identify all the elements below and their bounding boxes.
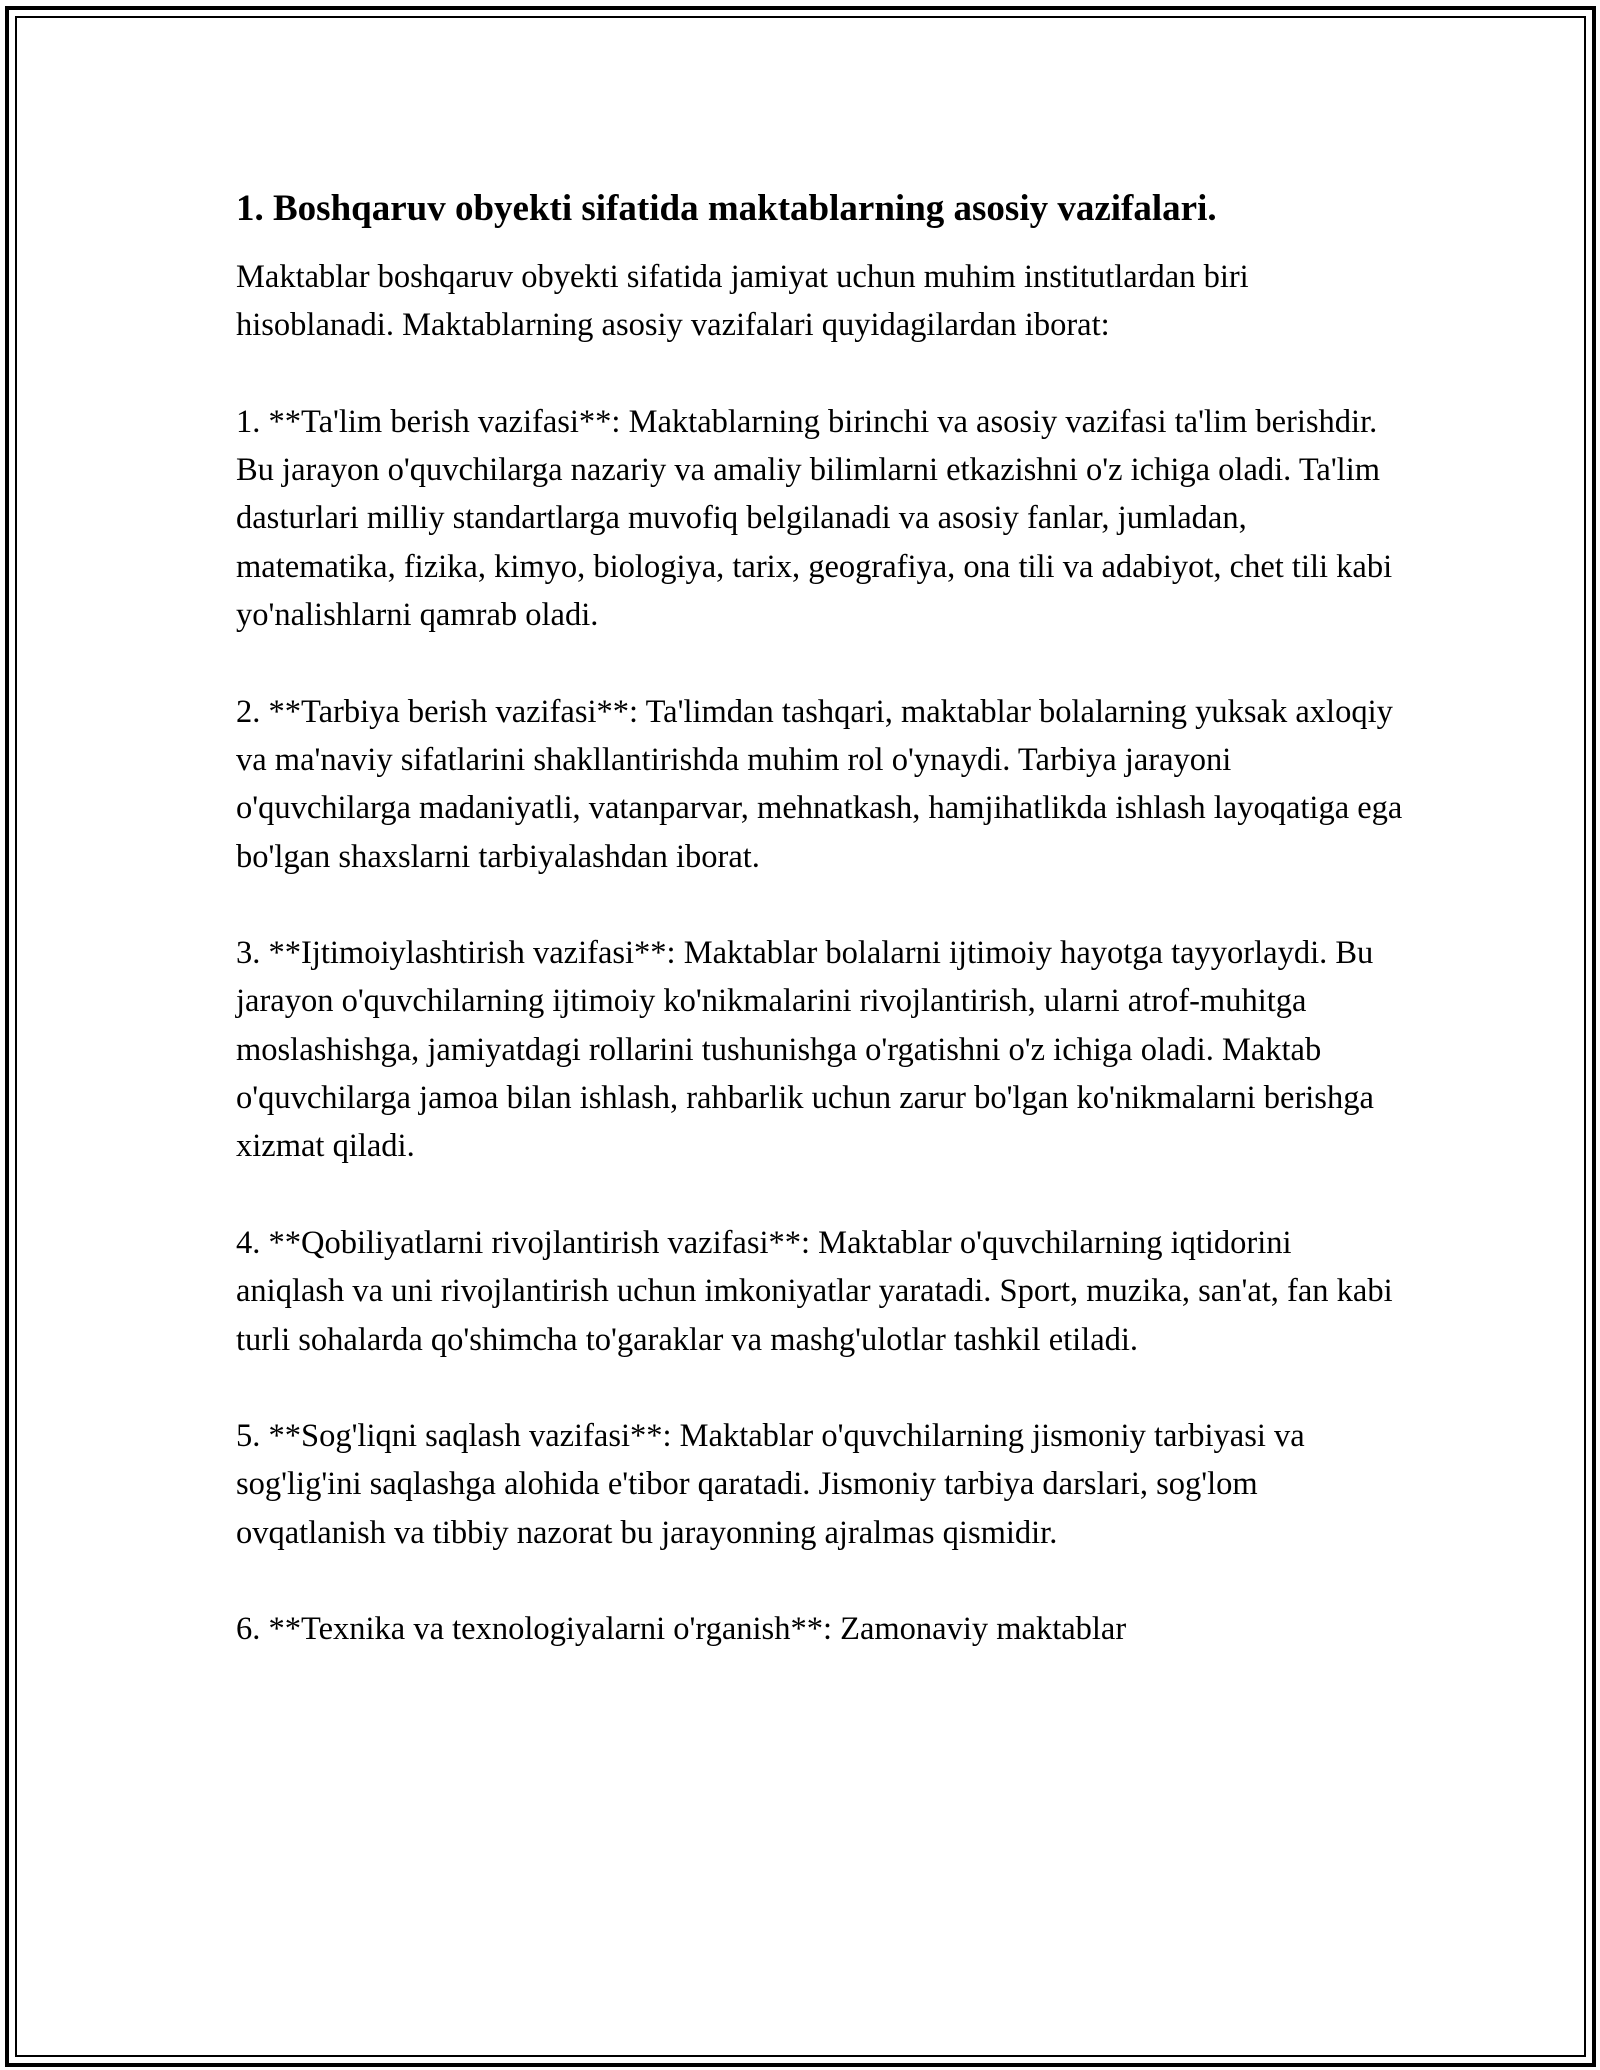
paragraph-education: 1. **Ta'lim berish vazifasi**: Maktablarning birinchi va asosiy vazifasi ta'lim berishdir. Bu jarayon o'quvchilarga nazariy va amaliy bilimlarni etkazishni o'z ichiga oladi. Ta'lim dasturlari milliy standartlarga muvofiq belgilanadi va asosiy fanlar, jumladan, matematika, fizika, kimyo, biologiya, tarix, geografiya, ona tili va adabiyot, chet tili kabi yo'nalishlarni qamrab oladi. — [236, 403, 1393, 634]
paragraph-socialization: 3. **Ijtimoiylashtirish vazifasi**: Maktablar bolalarni ijtimoiy hayotga tayyorlaydi. Bu jarayon o'quvchilarning ijtimoiy ko'nikmalarini rivojlantirish, ularni atrof-muhitga moslashishga, jamiyatdagi rollarini tushunishga o'rgatishni o'z ichiga oladi. Maktab o'quvchilarga jamoa bilan ishlash, rahbarlik uchun zarur bo'lgan ko'nikmalarni berishga xizmat qiladi. — [236, 935, 1374, 1165]
document-body — [236, 185, 1406, 1654]
document-heading: 1. Boshqaruv obyekti sifatida maktablarning asosiy vazifalari. — [236, 188, 1217, 229]
paragraph-health: 5. **Sog'liqni saqlash vazifasi**: Maktablar o'quvchilarning jismoniy tarbiyasi va sog'lig'ini saqlashga alohida e'tibor qaratadi. Jismoniy tarbiya darslari, sog'lom ovqatlanish va tibbiy nazorat bu jarayonning ajralmas qismidir. — [236, 1418, 1305, 1551]
paragraph-abilities: 4. **Qobiliyatlarni rivojlantirish vazifasi**: Maktablar o'quvchilarning iqtidorini aniqlash va uni rivojlantirish uchun imkoniyatlar yaratadi. Sport, muzika, san'at, fan kabi turli sohalarda qo'shimcha to'garaklar va mashg'ulotlar tashkil etiladi. — [236, 1224, 1393, 1358]
paragraph-technology: 6. **Texnika va texnologiyalarni o'rganish**: Zamonaviy maktablar — [236, 1611, 1127, 1648]
intro-paragraph: Maktablar boshqaruv obyekti sifatida jamiyat uchun muhim institutlardan biri hisoblanadi. Maktablarning asosiy vazifalari quyidagilardan iborat: — [236, 259, 1249, 344]
paragraph-upbringing: 2. **Tarbiya berish vazifasi**: Ta'limdan tashqari, maktablar bolalarning yuksak axloqiy va ma'naviy sifatlarini shakllantirishda muhim rol o'ynaydi. Tarbiya jarayoni o'quvchilarga madaniyatli, vatanparvar, mehnatkash, hamjihatlikda ishlash layoqatiga ega bo'lgan shaxslarni tarbiyalashdan iborat. — [236, 693, 1403, 875]
